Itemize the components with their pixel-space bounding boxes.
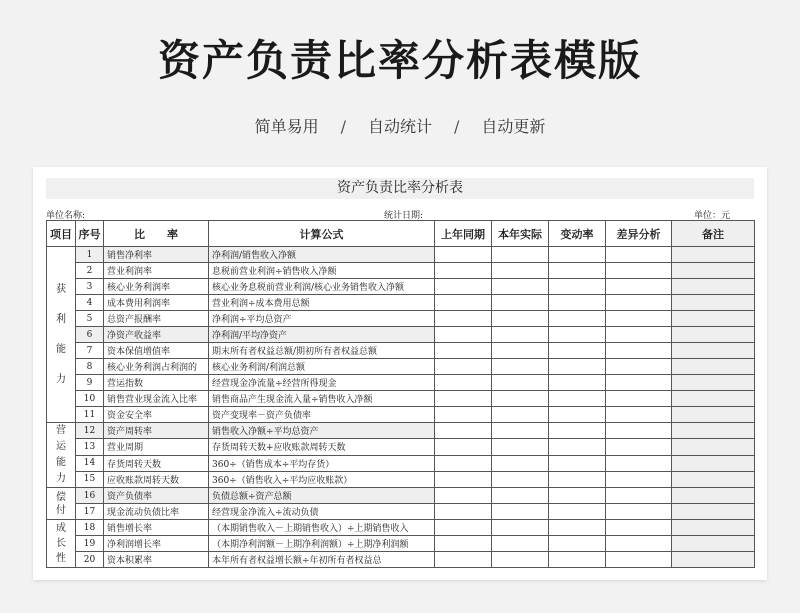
ratio-name: 核心业务利润率 (104, 279, 209, 295)
variance-cell[interactable] (606, 439, 672, 455)
this-year-cell[interactable] (492, 279, 549, 295)
last-year-cell[interactable] (435, 536, 492, 552)
formula-text: 净利润/平均净资产 (209, 327, 435, 343)
table-row (47, 455, 755, 471)
header-category: 项目 (47, 221, 76, 247)
change-cell[interactable] (549, 471, 606, 487)
note-cell[interactable] (672, 520, 755, 536)
change-cell[interactable] (549, 263, 606, 279)
this-year-cell[interactable] (492, 423, 549, 439)
row-number: 6 (76, 327, 104, 343)
table-row (47, 311, 755, 327)
last-year-cell[interactable] (435, 455, 492, 471)
variance-cell[interactable] (606, 327, 672, 343)
this-year-cell[interactable] (492, 488, 549, 504)
ratio-name: 销售营业现金流入比率 (104, 391, 209, 407)
note-cell[interactable] (672, 552, 755, 568)
row-number: 5 (76, 311, 104, 327)
table-row (47, 504, 755, 520)
row-number: 12 (76, 423, 104, 439)
formula-text: （本期净利润额－上期净利润额）÷上期净利润额 (209, 536, 435, 552)
table-row (47, 439, 755, 455)
table-row (47, 488, 755, 504)
tag-auto-update: 自动更新 (481, 117, 546, 136)
variance-cell[interactable] (606, 407, 672, 423)
this-year-cell[interactable] (492, 504, 549, 520)
table-row (47, 359, 755, 375)
header-formula: 计算公式 (209, 221, 435, 247)
formula-text: 经营现金净流入÷流动负债 (209, 504, 435, 520)
change-cell[interactable] (549, 552, 606, 568)
note-cell[interactable] (672, 488, 755, 504)
ratio-name: 应收账款周转天数 (104, 471, 209, 487)
note-cell[interactable] (672, 247, 755, 263)
ratio-name: 净利润增长率 (104, 536, 209, 552)
ratio-name: 资产负债率 (104, 488, 209, 504)
note-cell[interactable] (672, 455, 755, 471)
ratio-name: 总资产报酬率 (104, 311, 209, 327)
last-year-cell[interactable] (435, 471, 492, 487)
category-label: 营运能力 (47, 423, 76, 488)
this-year-cell[interactable] (492, 343, 549, 359)
unit-label: 单位：元 (693, 211, 730, 221)
header-note: 备注 (672, 221, 755, 247)
variance-cell[interactable] (606, 343, 672, 359)
row-number: 7 (76, 343, 104, 359)
last-year-cell[interactable] (435, 552, 492, 568)
last-year-cell[interactable] (435, 327, 492, 343)
table-row (47, 391, 755, 407)
note-cell[interactable] (672, 295, 755, 311)
this-year-cell[interactable] (492, 263, 549, 279)
change-cell[interactable] (549, 327, 606, 343)
variance-cell[interactable] (606, 247, 672, 263)
tag-auto-stats: 自动统计 (367, 117, 432, 136)
table-header-row (47, 221, 755, 247)
change-cell[interactable] (549, 488, 606, 504)
formula-text: 360÷（销售成本÷平均存货） (209, 455, 435, 471)
this-year-cell[interactable] (492, 311, 549, 327)
change-cell[interactable] (549, 359, 606, 375)
formula-text: 息税前营业利润÷销售收入净额 (209, 263, 435, 279)
table-row (47, 375, 755, 391)
sheet-title: 资产负责比率分析表 (46, 178, 754, 199)
row-number: 20 (76, 552, 104, 568)
variance-cell[interactable] (606, 504, 672, 520)
tag-easy-to-use: 简单易用 (254, 117, 319, 136)
variance-cell[interactable] (606, 552, 672, 568)
table-row (47, 343, 755, 359)
note-cell[interactable] (672, 423, 755, 439)
variance-cell[interactable] (606, 455, 672, 471)
change-cell[interactable] (549, 391, 606, 407)
formula-text: 经营现金净流量÷经营所得现金 (209, 375, 435, 391)
row-number: 2 (76, 263, 104, 279)
change-cell[interactable] (549, 504, 606, 520)
formula-text: 核心业务利润/利润总额 (209, 359, 435, 375)
formula-text: 销售商品产生现金流入量÷销售收入净额 (209, 391, 435, 407)
this-year-cell[interactable] (492, 407, 549, 423)
this-year-cell[interactable] (492, 536, 549, 552)
formula-text: 资产变现率－资产负债率 (209, 407, 435, 423)
last-year-cell[interactable] (435, 504, 492, 520)
last-year-cell[interactable] (435, 423, 492, 439)
formula-text: 净利润/销售收入净额 (209, 247, 435, 263)
variance-cell[interactable] (606, 311, 672, 327)
variance-cell[interactable] (606, 295, 672, 311)
change-cell[interactable] (549, 423, 606, 439)
last-year-cell[interactable] (435, 407, 492, 423)
ratio-name: 资本积累率 (104, 552, 209, 568)
ratio-name: 现金流动负债比率 (104, 504, 209, 520)
last-year-cell[interactable] (435, 488, 492, 504)
this-year-cell[interactable] (492, 327, 549, 343)
this-year-cell[interactable] (492, 439, 549, 455)
formula-text: 期末所有者权益总额/期初所有者权益总额 (209, 343, 435, 359)
row-number: 1 (76, 247, 104, 263)
row-number: 15 (76, 471, 104, 487)
formula-text: 360÷（销售收入÷平均应收账款） (209, 471, 435, 487)
change-cell[interactable] (549, 247, 606, 263)
change-cell[interactable] (549, 311, 606, 327)
table-row (47, 247, 755, 263)
tag-separator: / (340, 117, 346, 136)
last-year-cell[interactable] (435, 343, 492, 359)
last-year-cell[interactable] (435, 391, 492, 407)
table-row (47, 552, 755, 568)
note-cell[interactable] (672, 375, 755, 391)
last-year-cell[interactable] (435, 311, 492, 327)
ratio-name: 存货周转天数 (104, 455, 209, 471)
note-cell[interactable] (672, 391, 755, 407)
this-year-cell[interactable] (492, 391, 549, 407)
variance-cell[interactable] (606, 279, 672, 295)
row-number: 3 (76, 279, 104, 295)
variance-cell[interactable] (606, 488, 672, 504)
variance-cell[interactable] (606, 536, 672, 552)
table-row (47, 423, 755, 439)
note-cell[interactable] (672, 311, 755, 327)
variance-cell[interactable] (606, 520, 672, 536)
change-cell[interactable] (549, 520, 606, 536)
note-cell[interactable] (672, 279, 755, 295)
stat-date-label: 统计日期: (384, 211, 424, 221)
header-last-year: 上年同期 (435, 221, 492, 247)
variance-cell[interactable] (606, 359, 672, 375)
row-number: 18 (76, 520, 104, 536)
last-year-cell[interactable] (435, 295, 492, 311)
change-cell[interactable] (549, 375, 606, 391)
ratio-name: 销售净利率 (104, 247, 209, 263)
row-number: 4 (76, 295, 104, 311)
this-year-cell[interactable] (492, 471, 549, 487)
table-row (47, 327, 755, 343)
formula-text: 存货周转天数+应收账款周转天数 (209, 439, 435, 455)
category-label: 获利能力 (47, 247, 76, 423)
header-this-year: 本年实际 (492, 221, 549, 247)
table-row (47, 279, 755, 295)
change-cell[interactable] (549, 536, 606, 552)
formula-text: 销售收入净额÷平均总资产 (209, 423, 435, 439)
row-number: 14 (76, 455, 104, 471)
row-number: 8 (76, 359, 104, 375)
unit-name-label: 单位名称: (46, 211, 86, 221)
ratio-name: 销售增长率 (104, 520, 209, 536)
change-cell[interactable] (549, 295, 606, 311)
this-year-cell[interactable] (492, 247, 549, 263)
formula-text: 负债总额÷资产总额 (209, 488, 435, 504)
row-number: 16 (76, 488, 104, 504)
page-title: 资产负责比率分析表模版 (157, 36, 642, 85)
this-year-cell[interactable] (492, 552, 549, 568)
header-ratio: 比 率 (104, 221, 209, 247)
change-cell[interactable] (549, 343, 606, 359)
feature-tags (0, 114, 800, 137)
row-number: 13 (76, 439, 104, 455)
tag-separator: / (454, 117, 460, 136)
variance-cell[interactable] (606, 263, 672, 279)
header-variance: 差异分析 (606, 221, 672, 247)
ratio-name: 资产周转率 (104, 423, 209, 439)
table-row (47, 520, 755, 536)
ratio-name: 资本保值增值率 (104, 343, 209, 359)
last-year-cell[interactable] (435, 439, 492, 455)
ratio-name: 营业周期 (104, 439, 209, 455)
formula-text: 营业利润÷成本费用总额 (209, 295, 435, 311)
table-row (47, 471, 755, 487)
spreadsheet-preview (33, 167, 767, 580)
this-year-cell[interactable] (492, 295, 549, 311)
note-cell[interactable] (672, 439, 755, 455)
this-year-cell[interactable] (492, 375, 549, 391)
row-number: 10 (76, 391, 104, 407)
this-year-cell[interactable] (492, 359, 549, 375)
change-cell[interactable] (549, 439, 606, 455)
last-year-cell[interactable] (435, 247, 492, 263)
variance-cell[interactable] (606, 471, 672, 487)
table-row (47, 295, 755, 311)
ratio-name: 资金安全率 (104, 407, 209, 423)
last-year-cell[interactable] (435, 375, 492, 391)
ratio-name: 成本费用利润率 (104, 295, 209, 311)
last-year-cell[interactable] (435, 279, 492, 295)
variance-cell[interactable] (606, 423, 672, 439)
note-cell[interactable] (672, 504, 755, 520)
ratio-name: 营业利润率 (104, 263, 209, 279)
variance-cell[interactable] (606, 375, 672, 391)
note-cell[interactable] (672, 471, 755, 487)
change-cell[interactable] (549, 455, 606, 471)
last-year-cell[interactable] (435, 520, 492, 536)
header-no: 序号 (76, 221, 104, 247)
change-cell[interactable] (549, 407, 606, 423)
ratio-name: 营运指数 (104, 375, 209, 391)
category-label: 成长性 (47, 520, 76, 568)
table-row (47, 536, 755, 552)
formula-text: 本年所有者权益增长额÷年初所有者权益总 (209, 552, 435, 568)
formula-text: 净利润÷平均总资产 (209, 311, 435, 327)
ratio-name: 净资产收益率 (104, 327, 209, 343)
change-cell[interactable] (549, 279, 606, 295)
row-number: 19 (76, 536, 104, 552)
note-cell[interactable] (672, 359, 755, 375)
formula-text: 核心业务息税前营业利润/核心业务销售收入净额 (209, 279, 435, 295)
last-year-cell[interactable] (435, 263, 492, 279)
row-number: 17 (76, 504, 104, 520)
last-year-cell[interactable] (435, 359, 492, 375)
this-year-cell[interactable] (492, 520, 549, 536)
note-cell[interactable] (672, 343, 755, 359)
note-cell[interactable] (672, 407, 755, 423)
this-year-cell[interactable] (492, 455, 549, 471)
category-label: 偿付 (47, 488, 76, 520)
table-row (47, 407, 755, 423)
header-change: 变动率 (549, 221, 606, 247)
ratio-name: 核心业务利润占利润的 (104, 359, 209, 375)
ratio-table (46, 220, 755, 568)
row-number: 9 (76, 375, 104, 391)
note-cell[interactable] (672, 263, 755, 279)
table-row (47, 263, 755, 279)
formula-text: （本期销售收入－上期销售收入）÷上期销售收入 (209, 520, 435, 536)
row-number: 11 (76, 407, 104, 423)
note-cell[interactable] (672, 536, 755, 552)
variance-cell[interactable] (606, 391, 672, 407)
note-cell[interactable] (672, 327, 755, 343)
